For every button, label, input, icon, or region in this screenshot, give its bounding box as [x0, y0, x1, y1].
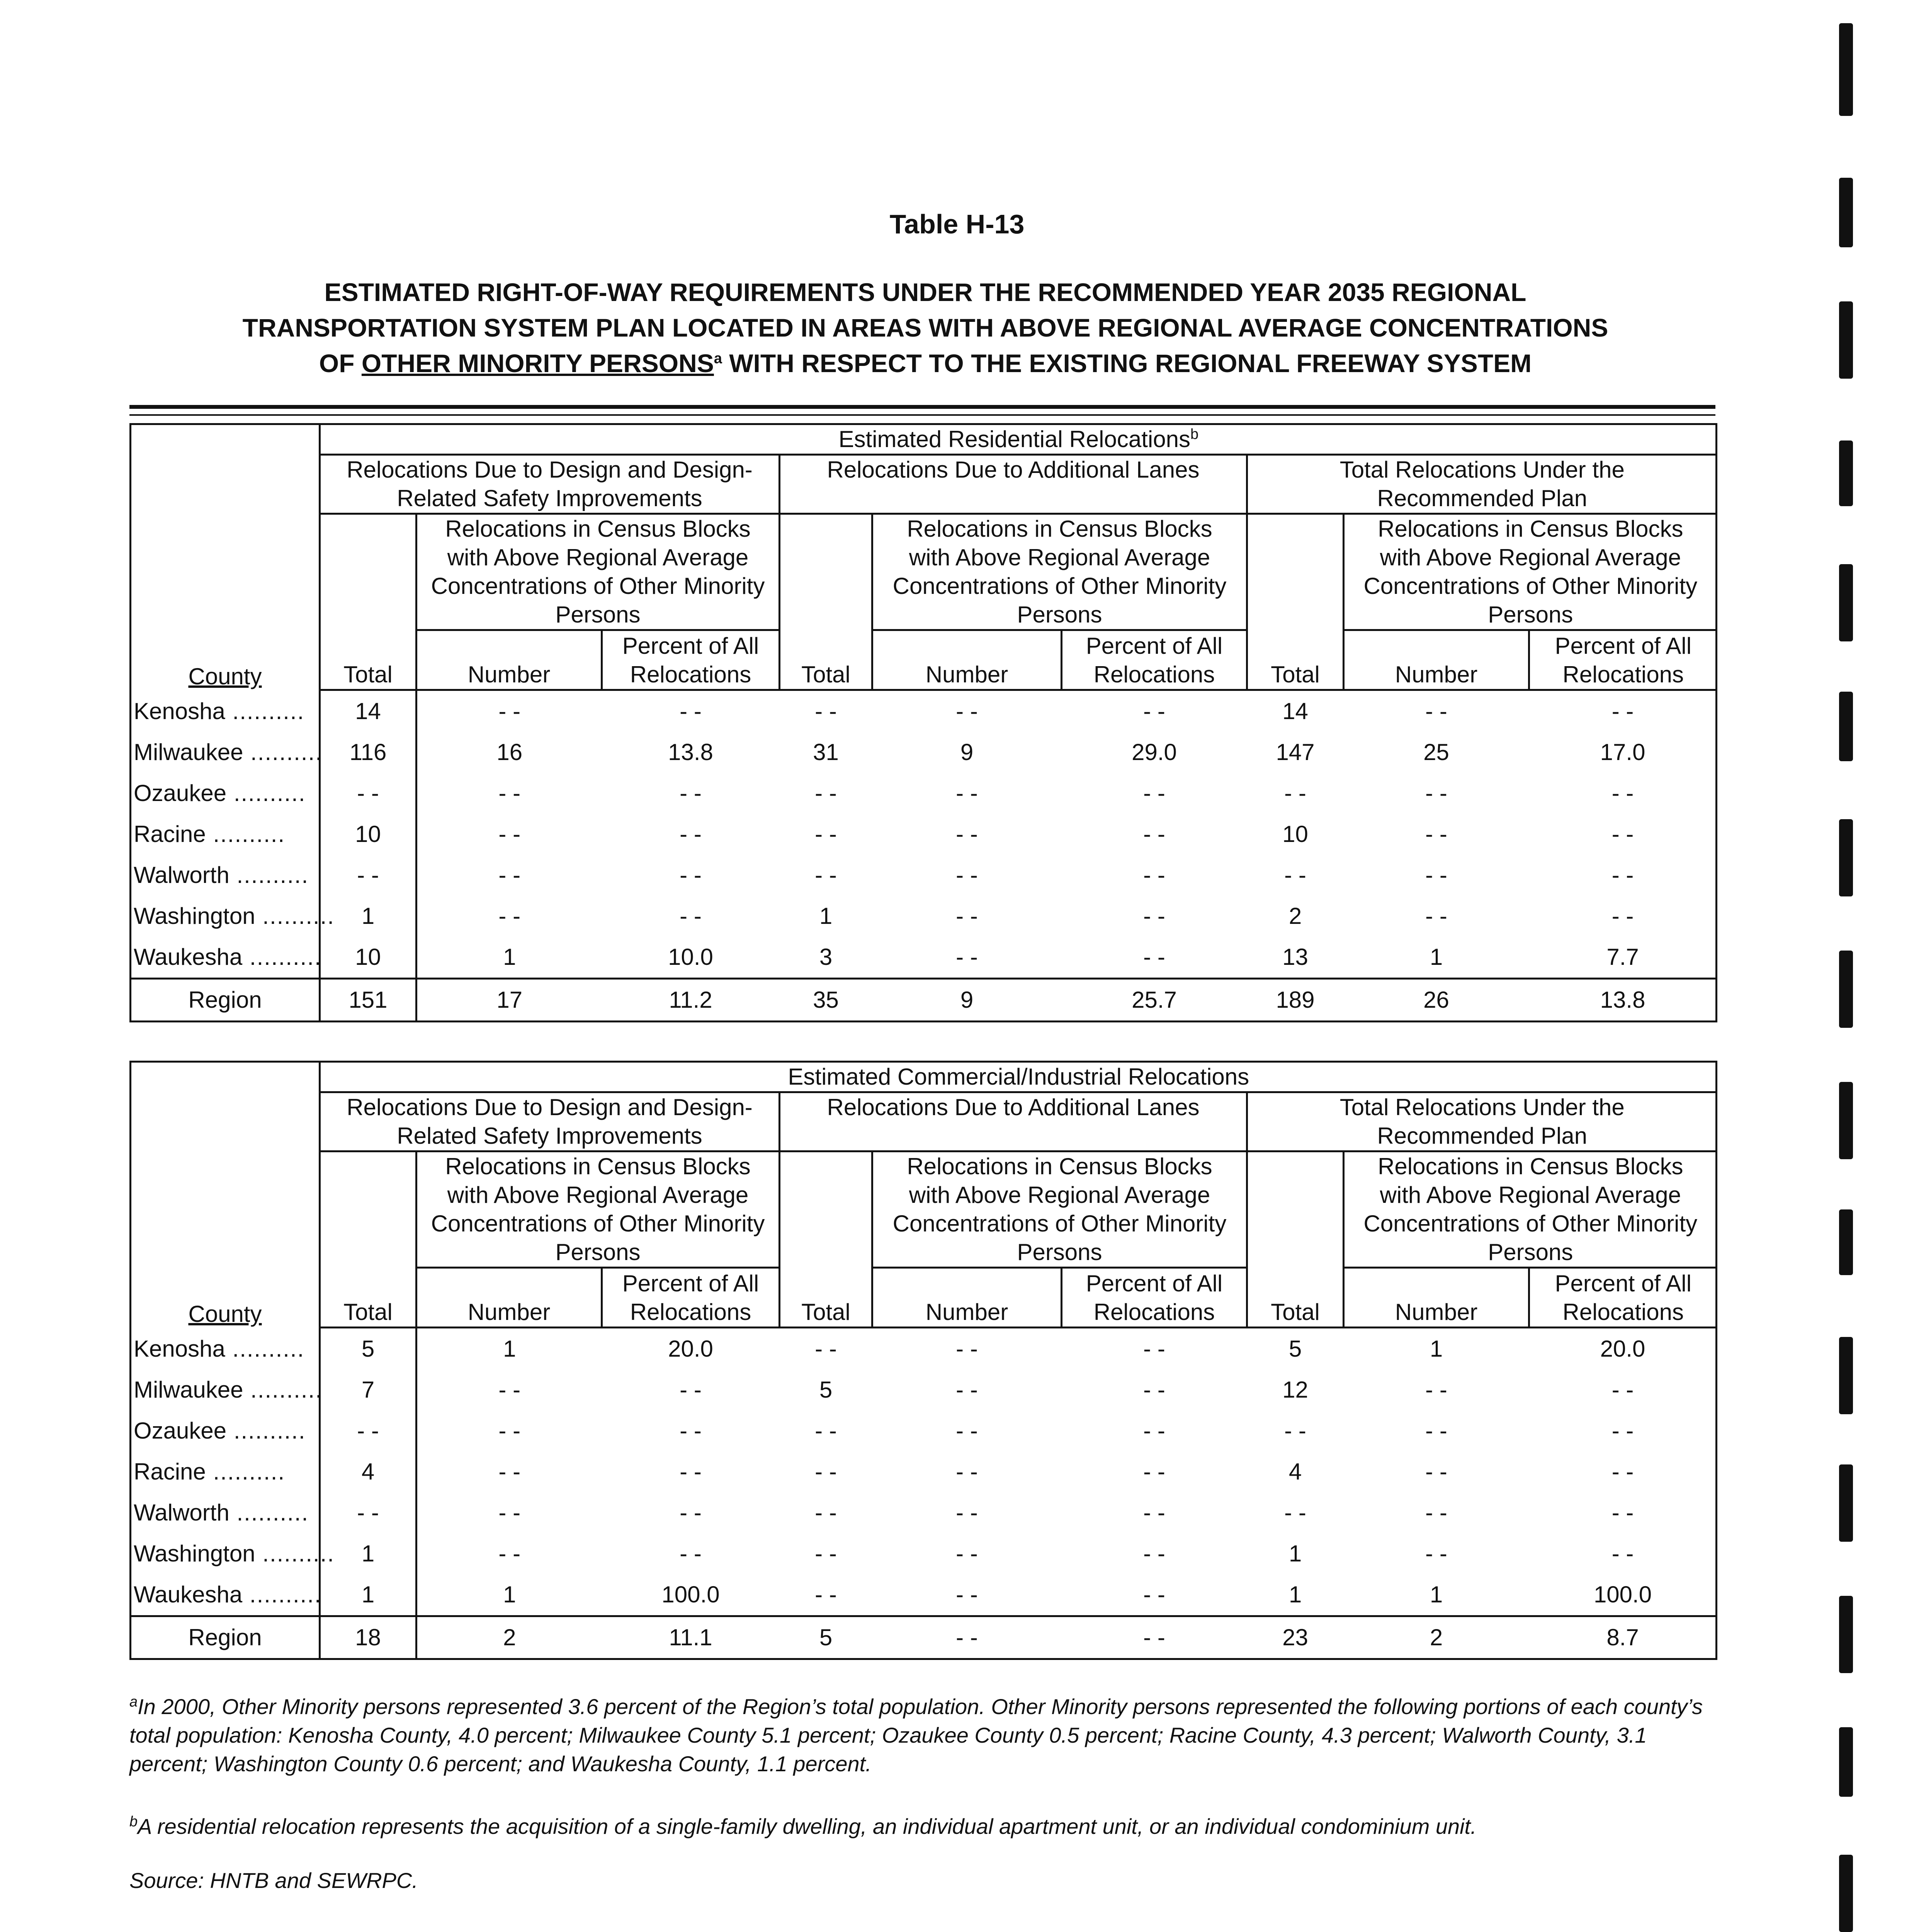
value-cell: - -	[1143, 903, 1165, 929]
percent-column-header: Percent of All Relocations	[602, 1268, 780, 1328]
value-cell: 3	[819, 944, 833, 970]
value-cell: - -	[815, 1500, 837, 1526]
value-cell: 147	[1276, 739, 1315, 765]
total-column-header: Total	[320, 1151, 416, 1328]
percent-column-header: Percent of All Relocations	[1555, 1270, 1692, 1325]
value-cell: - -	[1425, 1500, 1447, 1526]
value-cell: 8.7	[1529, 1616, 1717, 1659]
value-cell: - -	[1425, 1459, 1447, 1485]
value-cell: - -	[815, 698, 837, 724]
value-cell: - -	[680, 1418, 702, 1444]
value-cell: - -	[680, 780, 702, 806]
value-cell: - -	[956, 903, 978, 929]
value-cell: - -	[1143, 1541, 1165, 1566]
value-cell: - -	[815, 1582, 837, 1607]
value-cell: 5	[1288, 1336, 1302, 1362]
percent-column-header: Percent of All Relocations	[602, 630, 780, 690]
value-cell: 17	[416, 979, 602, 1022]
margin-mark	[1839, 1596, 1853, 1673]
commercial-relocations-table	[129, 1061, 1717, 1660]
value-cell: - -	[680, 698, 702, 724]
value-cell: 1	[1288, 1582, 1302, 1607]
number-column-header: Number	[872, 630, 1062, 690]
value-cell: - -	[1143, 780, 1165, 806]
value-cell: - -	[1143, 862, 1165, 888]
value-cell: 10	[1282, 821, 1308, 847]
value-cell: - -	[1611, 821, 1634, 847]
value-cell: - -	[956, 1459, 978, 1485]
value-cell: - -	[815, 1336, 837, 1362]
value-cell: - -	[956, 1418, 978, 1444]
value-cell: - -	[956, 1582, 978, 1607]
table-row	[131, 1492, 1717, 1533]
table-row	[131, 1328, 1717, 1369]
total-column-header: Total	[320, 514, 416, 690]
value-cell: - -	[1143, 1377, 1165, 1403]
value-cell: - -	[815, 1459, 837, 1485]
value-cell: - -	[498, 1459, 521, 1485]
value-cell: 10	[320, 937, 416, 979]
value-cell: - -	[872, 1616, 1062, 1659]
value-cell: - -	[956, 1541, 978, 1566]
value-cell: 26	[1344, 979, 1529, 1022]
value-cell: - -	[1284, 1500, 1306, 1526]
value-cell: 9	[872, 979, 1062, 1022]
value-cell: 7.7	[1606, 944, 1639, 970]
value-cell: - -	[680, 821, 702, 847]
value-cell: 2	[1344, 1616, 1529, 1659]
value-cell: 2	[1288, 903, 1302, 929]
value-cell: - -	[1611, 1541, 1634, 1566]
value-cell: - -	[320, 773, 416, 814]
value-cell: 151	[320, 979, 416, 1022]
county-name: Walworth ..........	[131, 855, 320, 896]
value-cell: - -	[815, 1541, 837, 1566]
county-name: Kenosha ..........	[131, 691, 320, 732]
table-title	[127, 274, 1723, 381]
number-column-header: Number	[416, 1268, 602, 1328]
value-cell: 2	[416, 1616, 602, 1659]
value-cell: - -	[498, 1541, 521, 1566]
value-cell: - -	[1143, 1418, 1165, 1444]
county-name: Washington ..........	[131, 1533, 320, 1574]
number-column-header: Number	[416, 630, 602, 690]
margin-mark	[1839, 1337, 1853, 1414]
table-row	[131, 1574, 1717, 1616]
footnote-b: $^b$A residential relocation represents the acquisition of a single-family dwelling, an individual apartment unit, or an individual condominium unit.	[129, 1813, 1477, 1838]
value-cell: 1	[320, 896, 416, 937]
table-row	[131, 732, 1717, 773]
census-blocks-subheader: Relocations in Census Blocks with Above Regional Average Concentrations of Other Minority Persons	[416, 514, 780, 630]
value-cell: - -	[1143, 1582, 1165, 1607]
county-name: Waukesha ..........	[131, 937, 320, 979]
census-blocks-subheader: Relocations in Census Blocks with Above Regional Average Concentrations of Other Minority Persons	[416, 1151, 780, 1268]
footnote-a: $^a$In 2000, Other Minority persons represented 3.6 percent of the Region’s total population. Other Minority persons represented the following portions of each county’s total population: Kenosha County, 4.0 percent; Milwaukee County 5.1 percent; Ozaukee County 0.5 percent; Racine County, 4.3 percent; Walworth County, 3.1 percent; Washington County 0.6 percent; and Waukesha County, 1.1 percent.	[129, 1694, 1703, 1776]
value-cell: 13	[1282, 944, 1308, 970]
margin-mark	[1839, 301, 1853, 379]
group-header-design: Relocations Due to Design and Design-Related Safety Improvements	[320, 455, 780, 514]
value-cell: - -	[956, 1377, 978, 1403]
table-row	[131, 814, 1717, 855]
value-cell: 100.0	[1593, 1582, 1652, 1607]
value-cell: 18	[320, 1616, 416, 1659]
value-cell: - -	[1425, 862, 1447, 888]
value-cell: - -	[498, 1377, 521, 1403]
value-cell: - -	[320, 1492, 416, 1533]
total-column-header: Total	[1247, 1151, 1344, 1328]
value-cell: 1	[819, 903, 833, 929]
county-name: Waukesha ..........	[131, 1574, 320, 1616]
census-blocks-subheader: Relocations in Census Blocks with Above Regional Average Concentrations of Other Minority Persons	[872, 1151, 1247, 1268]
table-row	[131, 1410, 1717, 1451]
census-blocks-subheader: Relocations in Census Blocks with Above Regional Average Concentrations of Other Minority Persons	[1344, 514, 1717, 630]
value-cell: - -	[1425, 903, 1447, 929]
value-cell: - -	[1143, 944, 1165, 970]
county-name: Racine ..........	[131, 1451, 320, 1492]
value-cell: 9	[960, 739, 974, 765]
value-cell: - -	[1284, 862, 1306, 888]
value-cell: - -	[956, 1336, 978, 1362]
value-cell: - -	[956, 698, 978, 724]
margin-mark	[1839, 1209, 1853, 1275]
margin-mark	[1839, 23, 1853, 116]
value-cell: 14	[320, 691, 416, 732]
value-cell: - -	[1143, 1500, 1165, 1526]
value-cell: 20.0	[1600, 1336, 1645, 1362]
value-cell: 31	[813, 739, 839, 765]
section-title: Estimated Residential Relocations$^b$	[320, 424, 1717, 455]
county-name: Ozaukee ..........	[131, 773, 320, 814]
percent-column-header: Percent of All Relocations	[1062, 630, 1247, 690]
value-cell: 1	[320, 1533, 416, 1574]
value-cell: 11.1	[602, 1616, 780, 1659]
value-cell: - -	[680, 903, 702, 929]
value-cell: - -	[956, 862, 978, 888]
value-cell: - -	[1425, 821, 1447, 847]
value-cell: - -	[815, 780, 837, 806]
value-cell: - -	[1143, 698, 1165, 724]
region-label: Region	[131, 1616, 320, 1659]
percent-column-header: Percent of All Relocations	[1062, 1268, 1247, 1328]
margin-mark	[1839, 951, 1853, 1028]
value-cell: 5	[819, 1377, 833, 1403]
value-cell: 1	[1430, 1336, 1443, 1362]
value-cell: 16	[496, 739, 523, 765]
county-name: Ozaukee ..........	[131, 1410, 320, 1451]
value-cell: - -	[1062, 1616, 1247, 1659]
value-cell: 5	[320, 1328, 416, 1369]
county-name: Racine ..........	[131, 814, 320, 855]
number-column-header: Number	[1344, 1268, 1529, 1328]
value-cell: 1	[503, 1336, 516, 1362]
county-name: Kenosha ..........	[131, 1328, 320, 1369]
number-column-header: Number	[1344, 630, 1529, 690]
value-cell: - -	[680, 1377, 702, 1403]
group-header-lanes: Relocations Due to Additional Lanes	[780, 1092, 1247, 1151]
county-name: Milwaukee ..........	[131, 732, 320, 773]
table-row	[131, 691, 1717, 732]
margin-mark	[1839, 1727, 1853, 1797]
table-row	[131, 896, 1717, 937]
margin-mark	[1839, 1082, 1853, 1159]
county-name: Milwaukee ..........	[131, 1369, 320, 1410]
margin-mark	[1839, 564, 1853, 641]
total-column-header: Total	[780, 1151, 872, 1328]
value-cell: 10	[320, 814, 416, 855]
value-cell: - -	[956, 780, 978, 806]
region-total-row	[131, 1616, 1717, 1659]
county-header-cell	[131, 1062, 320, 1329]
value-cell: 1	[1430, 944, 1443, 970]
county-column-header: County	[188, 663, 262, 689]
value-cell: - -	[498, 698, 521, 724]
value-cell: 14	[1282, 698, 1308, 724]
top-rule	[129, 405, 1715, 409]
value-cell: 1	[320, 1574, 416, 1616]
value-cell: 189	[1247, 979, 1344, 1022]
value-cell: 20.0	[668, 1336, 713, 1362]
margin-mark	[1839, 1855, 1853, 1932]
value-cell: - -	[1611, 862, 1634, 888]
value-cell: - -	[956, 821, 978, 847]
table-row	[131, 937, 1717, 979]
value-cell: 4	[320, 1451, 416, 1492]
value-cell: - -	[1284, 780, 1306, 806]
margin-mark	[1839, 440, 1853, 506]
table-row	[131, 1369, 1717, 1410]
group-header-total: Total Relocations Under the Recommended Plan	[1247, 1092, 1717, 1151]
total-column-header: Total	[780, 514, 872, 690]
value-cell: - -	[498, 1418, 521, 1444]
value-cell: - -	[1425, 698, 1447, 724]
value-cell: - -	[1284, 1418, 1306, 1444]
margin-mark	[1839, 692, 1853, 761]
value-cell: 12	[1282, 1377, 1308, 1403]
value-cell: - -	[1143, 821, 1165, 847]
value-cell: - -	[1425, 1418, 1447, 1444]
value-cell: - -	[498, 1500, 521, 1526]
value-cell: - -	[680, 1541, 702, 1566]
source-note: Source: HNTB and SEWRPC.	[129, 1868, 418, 1893]
value-cell: - -	[815, 821, 837, 847]
census-blocks-subheader: Relocations in Census Blocks with Above Regional Average Concentrations of Other Minority Persons	[872, 514, 1247, 630]
group-header-design: Relocations Due to Design and Design-Related Safety Improvements	[320, 1092, 780, 1151]
margin-mark	[1839, 819, 1853, 896]
value-cell: 13.8	[668, 739, 713, 765]
residential-relocations-table	[129, 423, 1717, 1022]
value-cell: - -	[680, 862, 702, 888]
number-column-header: Number	[872, 1268, 1062, 1328]
group-header-lanes: Relocations Due to Additional Lanes	[780, 455, 1247, 514]
value-cell: 7	[320, 1369, 416, 1410]
value-cell: 25.7	[1062, 979, 1247, 1022]
value-cell: 1	[503, 944, 516, 970]
county-name: Walworth ..........	[131, 1492, 320, 1533]
value-cell: 25	[1423, 739, 1449, 765]
region-total-row	[131, 979, 1717, 1022]
value-cell: - -	[956, 944, 978, 970]
value-cell: 116	[320, 732, 416, 773]
value-cell: - -	[1143, 1459, 1165, 1485]
value-cell: 10.0	[668, 944, 713, 970]
table-row	[131, 855, 1717, 896]
value-cell: 29.0	[1132, 739, 1177, 765]
value-cell: - -	[1611, 780, 1634, 806]
region-label: Region	[131, 979, 320, 1022]
value-cell: - -	[1611, 903, 1634, 929]
value-cell: - -	[1611, 1500, 1634, 1526]
value-cell: - -	[1425, 1541, 1447, 1566]
value-cell: - -	[498, 780, 521, 806]
county-header-cell	[131, 424, 320, 691]
value-cell: 13.8	[1529, 979, 1717, 1022]
value-cell: 35	[780, 979, 872, 1022]
table-row	[131, 1533, 1717, 1574]
value-cell: - -	[498, 821, 521, 847]
value-cell: 1	[1430, 1582, 1443, 1607]
value-cell: - -	[680, 1459, 702, 1485]
census-blocks-subheader: Relocations in Census Blocks with Above Regional Average Concentrations of Other Minority Persons	[1344, 1151, 1717, 1268]
percent-column-header: Percent of All Relocations	[1555, 633, 1692, 687]
value-cell: 17.0	[1600, 739, 1645, 765]
value-cell: - -	[498, 862, 521, 888]
value-cell: 11.2	[602, 979, 780, 1022]
value-cell: - -	[1611, 1418, 1634, 1444]
value-cell: - -	[1611, 698, 1634, 724]
county-name: Washington ..........	[131, 896, 320, 937]
value-cell: - -	[815, 862, 837, 888]
margin-mark	[1839, 1464, 1853, 1542]
value-cell: 1	[503, 1582, 516, 1607]
value-cell: - -	[1143, 1336, 1165, 1362]
title-line-1: ESTIMATED RIGHT-OF-WAY REQUIREMENTS UNDER THE RECOMMENDED YEAR 2035 REGIONAL	[324, 278, 1526, 306]
county-column-header: County	[188, 1301, 262, 1327]
title-line-2: TRANSPORTATION SYSTEM PLAN LOCATED IN AREAS WITH ABOVE REGIONAL AVERAGE CONCENTRATIONS	[242, 313, 1608, 342]
table-number: Table H-13	[889, 209, 1025, 239]
value-cell: - -	[320, 1410, 416, 1451]
section-title: Estimated Commercial/Industrial Relocations	[320, 1062, 1717, 1092]
value-cell: 4	[1288, 1459, 1302, 1485]
top-rule-thin	[129, 414, 1715, 416]
value-cell: - -	[1425, 780, 1447, 806]
group-header-total: Total Relocations Under the Recommended Plan	[1247, 455, 1717, 514]
value-cell: - -	[320, 855, 416, 896]
value-cell: 1	[1288, 1541, 1302, 1566]
value-cell: 100.0	[661, 1582, 720, 1607]
value-cell: - -	[498, 903, 521, 929]
value-cell: 23	[1247, 1616, 1344, 1659]
table-row	[131, 1451, 1717, 1492]
value-cell: - -	[956, 1500, 978, 1526]
title-line-3: OF OTHER MINORITY PERSONS$^a$ WITH RESPECT TO THE EXISTING REGIONAL FREEWAY SYSTEM	[319, 349, 1532, 378]
value-cell: - -	[680, 1500, 702, 1526]
value-cell: - -	[1611, 1377, 1634, 1403]
value-cell: - -	[1425, 1377, 1447, 1403]
value-cell: - -	[815, 1418, 837, 1444]
value-cell: 5	[780, 1616, 872, 1659]
margin-mark	[1839, 178, 1853, 247]
value-cell: - -	[1611, 1459, 1634, 1485]
total-column-header: Total	[1247, 514, 1344, 690]
table-row	[131, 773, 1717, 814]
